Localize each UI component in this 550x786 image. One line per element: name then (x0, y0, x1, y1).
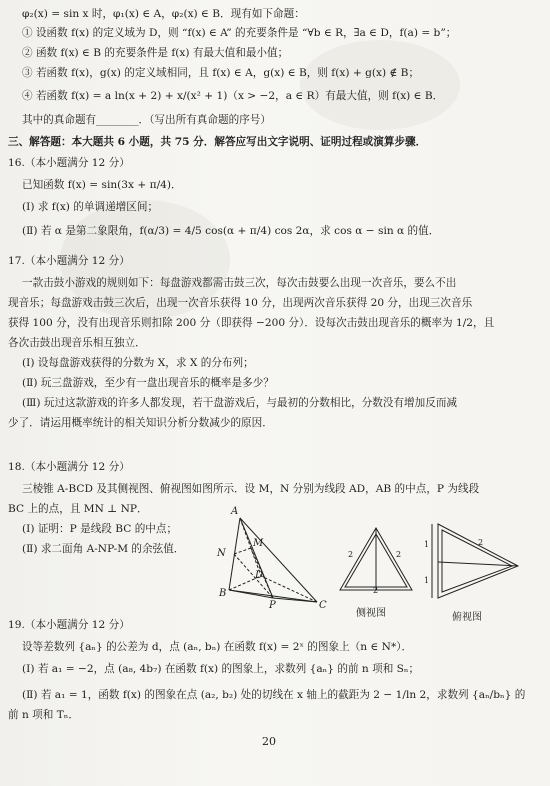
label-B: B (219, 588, 227, 599)
page-number: 20 (262, 735, 276, 748)
prob-17-body-2: 现音乐；每盘游戏击鼓三次后，出现一次音乐获得 10 分，出现两次音乐获得 20 分，出现三次音乐 (8, 297, 473, 309)
label-M: M (253, 538, 264, 549)
prob-17-body-1: 一款击鼓小游戏的规则如下：每盘游戏都需击鼓三次，每次击鼓要么出现一次音乐，要么不出 (22, 277, 457, 289)
prob-19-part-1: (Ⅰ) 若 a₁ = −2，点 (a₈, 4b₇) 在函数 f(x) 的图象上，求数列 {aₙ} 的前 n 项和 Sₙ； (22, 663, 420, 675)
label-A: A (231, 506, 239, 517)
prob-18-body-2: BC 上的点，且 MN ⊥ NP． (8, 503, 148, 515)
top-view-figure (424, 518, 528, 623)
scan-smudge (300, 40, 460, 130)
prob-16-part-2: (Ⅱ) 若 α 是第二象限角，f(α/3) = 4/5 cos(α + π/4) cos 2α，求 cos α − sin α 的值． (22, 225, 440, 237)
dim-side-left: 2 (348, 550, 354, 559)
prob-17-part-2: (Ⅱ) 玩三盘游戏，至少有一盘出现音乐的概率是多少？ (22, 377, 274, 389)
prob-15-question: 其中的真命题有________．（写出所有真命题的序号） (22, 114, 271, 126)
prob-15-statement-2: ② 函数 f(x) ∈ B 的充要条件是 f(x) 有最大值和最小值； (22, 47, 289, 59)
dim-side-bottom: 2 (373, 586, 379, 595)
prob-18-body-1: 三棱锥 A-BCD 及其侧视图、俯视图如图所示．设 M，N 分别为线段 AD，AB 的中点，P 为线段 (22, 483, 480, 495)
prob-18-part-1: (Ⅰ) 证明：P 是线段 BC 的中点； (22, 523, 178, 535)
prob-17-part-3-cont: 少了．请运用概率统计的相关知识分析分数减少的原因． (8, 417, 273, 429)
label-D: D (255, 570, 264, 581)
label-P: P (269, 600, 276, 611)
side-view-caption: 侧视图 (356, 608, 386, 619)
dim-top-3: 2 (478, 538, 484, 547)
side-view-figure (336, 522, 416, 619)
dim-side-right: 2 (396, 550, 402, 559)
prob-18-title: 18.（本小题满分 12 分） (8, 461, 130, 473)
prob-19-title: 19.（本小题满分 12 分） (8, 619, 130, 631)
prob-19-part-2-cont: 前 n 项和 Tₙ． (8, 709, 79, 721)
prob-17-part-1: (Ⅰ) 设每盘游戏获得的分数为 X，求 X 的分布列； (22, 357, 254, 369)
prob-16-given: 已知函数 f(x) = sin(3x + π/4)． (22, 179, 182, 191)
prob-17-part-3: (Ⅲ) 玩过这款游戏的许多人都发现，若干盘游戏后，与最初的分数相比，分数没有增加反而减 (22, 397, 458, 409)
dim-top-1: 1 (424, 540, 430, 549)
prob-17-title: 17.（本小题满分 12 分） (8, 255, 130, 267)
prob-15-statement-1: ① 设函数 f(x) 的定义域为 D，则 “f(x) ∈ A” 的充要条件是 “∀b ∈ R，∃a ∈ D，f(a) = b”； (22, 27, 457, 39)
prob-16-title: 16.（本小题满分 12 分） (8, 157, 130, 169)
section-3-heading: 三、解答题：本大题共 6 小题，共 75 分．解答应写出文字说明、证明过程或演算步骤． (8, 136, 427, 148)
prob-16-part-1: (Ⅰ) 求 f(x) 的单调递增区间； (22, 201, 159, 213)
dim-top-2: 1 (424, 576, 430, 585)
prob-19-part-2: (Ⅱ) 若 a₁ = 1，函数 f(x) 的图象在点 (a₂, b₂) 处的切线在 x 轴上的截距为 2 − 1/ln 2，求数列 {aₙ/bₙ} 的 (22, 689, 526, 701)
prob-15-statement-4: ④ 若函数 f(x) = a ln(x + 2) + x/(x² + 1)（x > −2，a ∈ R）有最大值，则 f(x) ∈ B． (22, 90, 444, 102)
tetrahedron-figure (217, 506, 335, 612)
top-view-caption: 俯视图 (452, 612, 482, 623)
prob-19-body: 设等差数列 {aₙ} 的公差为 d，点 (aₙ, bₙ) 在函数 f(x) = 2ˣ 的图象上（n ∈ N*）． (22, 641, 413, 653)
prob-17-body-3: 获得 100 分，没有出现音乐则扣除 200 分（即获得 −200 分）．设每次击鼓出现音乐的概率为 1/2，且 (8, 317, 495, 329)
prob-18-part-2: (Ⅱ) 求二面角 A-NP-M 的余弦值． (22, 543, 185, 555)
label-C: C (319, 600, 327, 611)
prob-17-body-4: 各次击鼓出现音乐相互独立． (8, 337, 146, 349)
label-N: N (217, 548, 226, 559)
prob-15-intro: φ₂(x) = sin x 时，φ₁(x) ∈ A，φ₂(x) ∈ B．现有如下命题： (22, 8, 305, 20)
prob-15-statement-3: ③ 若函数 f(x)，g(x) 的定义域相同，且 f(x) ∈ A，g(x) ∈ B，则 f(x) + g(x) ∉ B； (22, 67, 420, 79)
